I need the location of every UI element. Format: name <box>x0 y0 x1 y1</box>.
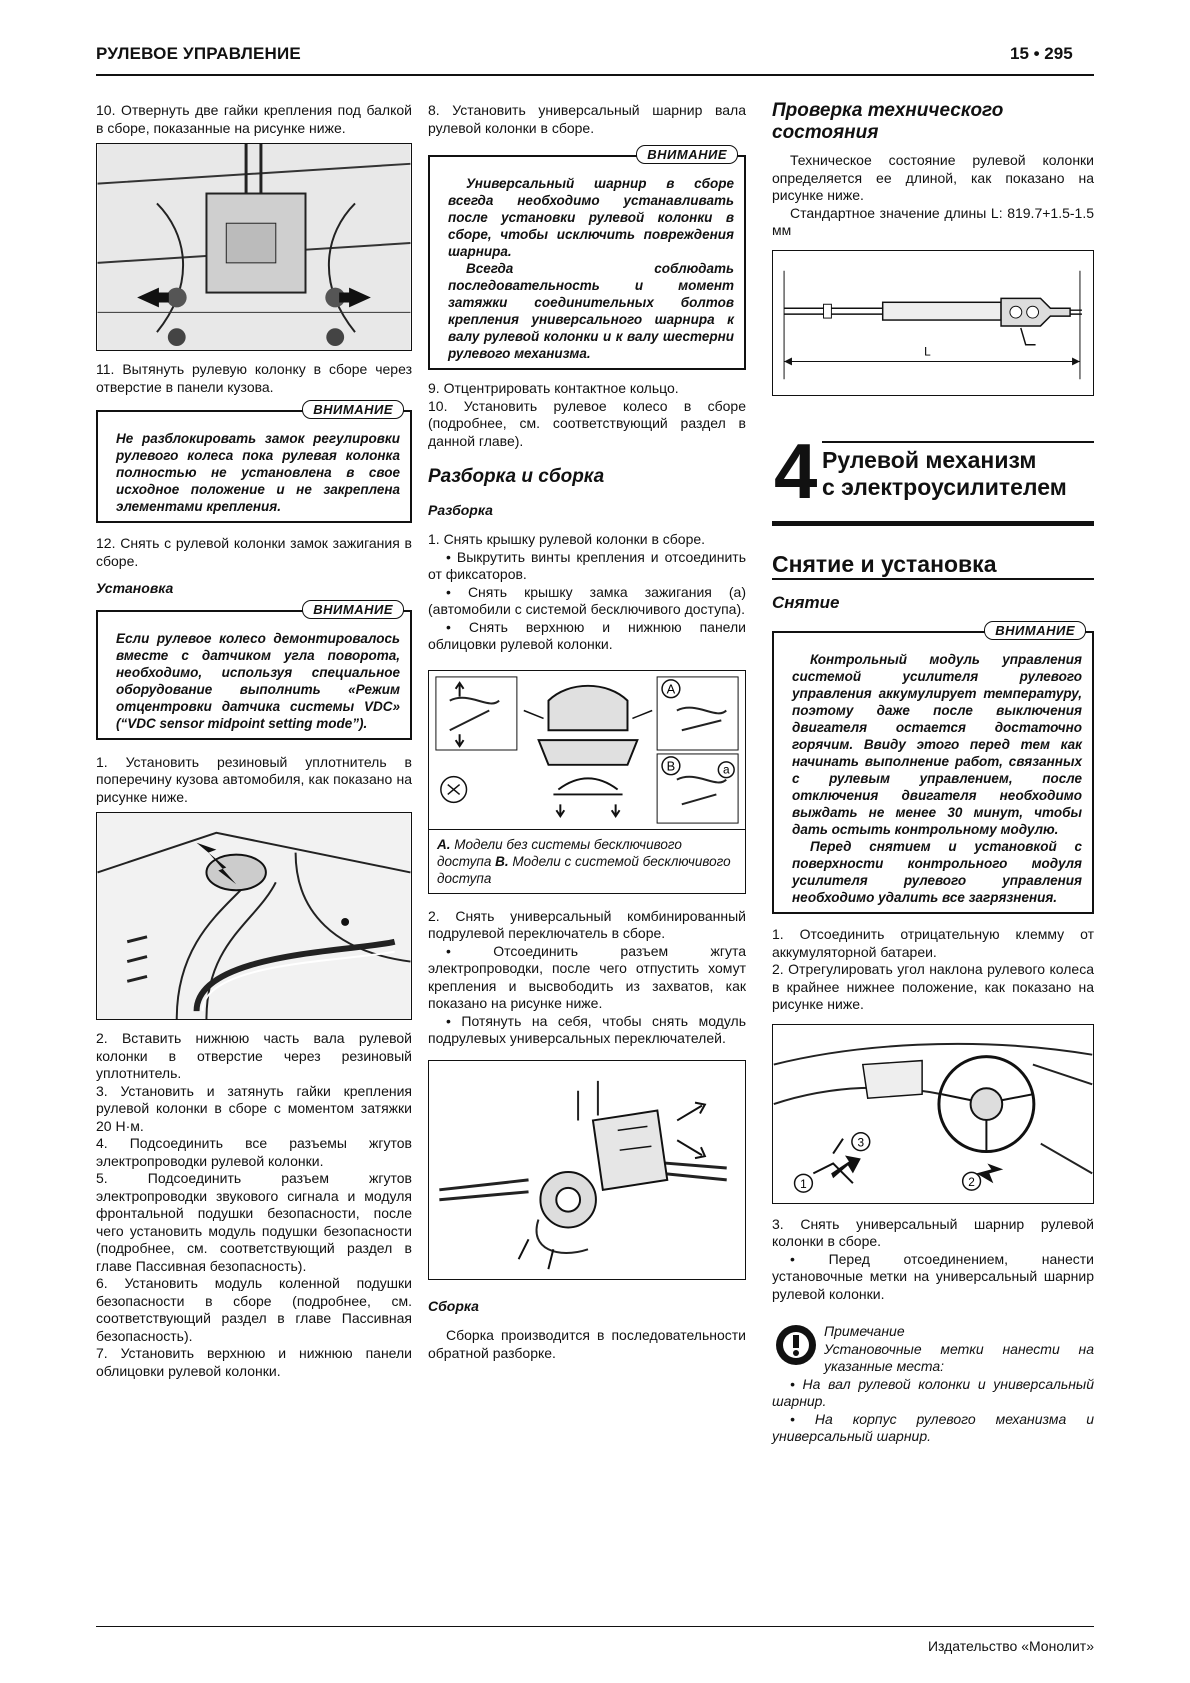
step-11-text: 11. Вытянуть рулевую колонку в сборе через отверстие в панели кузова. <box>96 361 412 395</box>
column-covers-drawing <box>429 671 745 829</box>
figure-combination-switch <box>428 1060 746 1280</box>
page-number: 15 • 295 <box>1010 44 1073 63</box>
disasm-step-1: 1. Снять крышку рулевой колонки в сборе. <box>428 531 706 547</box>
warning-text-b: Всегда соблюдать последовательность и момент затяжки соединительных болтов крепления универсального шарнира к валу рулевой колонки и к валу шестерни рулевого механизма. <box>448 261 734 361</box>
callout-2-label: 2 <box>968 1174 975 1189</box>
footer-rule <box>96 1626 1094 1627</box>
publisher: Издательство «Монолит» <box>927 1638 1094 1654</box>
note-item-b: • На корпус рулевого механизма и универсальный шарнир. <box>772 1410 1094 1444</box>
column-1 <box>96 102 412 1380</box>
warning-box-2 <box>96 601 412 740</box>
caption-label-b: В. <box>495 853 509 869</box>
install-step-6: 6. Установить модуль коленной подушки безопасности в сборе (подробнее, см. соответствующий раздел в главе Пассивная безопасность). <box>96 1275 412 1344</box>
warning-text-a: Контрольный модуль управления системой усилителя рулевого управления аккумулирует температуру, поэтому даже после выключения двигателя остается достаточно горячим. Ввиду этого перед тем как начинать выполнение работ, связанных с рулевым управлением, после отключения двигателя необходимо выждать не менее 30 минут, чтобы дать остыть контрольному модулю. <box>792 652 1082 837</box>
figure-caption <box>428 830 746 894</box>
removal-step-2: 2. Отрегулировать угол наклона рулевого колеса в крайнее нижнее положение, как показано на рисунке ниже. <box>772 961 1094 1012</box>
callout-B-label: B <box>666 758 676 774</box>
warning-tag: ВНИМАНИЕ <box>302 600 404 619</box>
disasm-step-2: 2. Снять универсальный комбинированный подрулевой переключатель в сборе. <box>428 907 746 941</box>
install-step-1: 1. Установить резиновый уплотнитель в поперечину кузова автомобиля, как показано на рисунке ниже. <box>96 753 412 805</box>
removal-step-1: 1. Отсоединить отрицательную клемму от аккумуляторной батареи. <box>772 926 1094 960</box>
rubber-seal-drawing <box>97 813 411 1019</box>
figure-tilt-adjust <box>772 1024 1094 1204</box>
section-heading-removal-install: Снятие и установка <box>772 551 997 577</box>
caption-label-a: А. <box>437 836 451 852</box>
removal-step-3a: • Перед отсоединением, нанести установочные метки на универсальный шарнир рулевой колонки. <box>772 1250 1094 1302</box>
step-9-text: 9. Отцентрировать контактное кольцо. <box>428 380 679 396</box>
disasm-step-1b: • Снять крышку замка зажигания (а) (автомобили с системой бесключивого доступа). <box>428 583 746 617</box>
removal-step-3: 3. Снять универсальный шарнир рулевой колонки в сборе. <box>772 1215 1094 1249</box>
callout-3-label: 3 <box>857 1135 865 1150</box>
warning-text-a: Универсальный шарнир в сборе всегда необходимо устанавливать после установки рулевой колонки в сборе, чтобы исключить повреждения шарнира. <box>448 176 734 259</box>
install-step-7: 7. Установить верхнюю и нижнюю панели облицовки рулевой колонки. <box>96 1345 412 1379</box>
figure-column-length <box>772 250 1094 396</box>
disasm-step-2a: • Отсоединить разъем жгута электропроводки, после чего отпустить хомут крепления и высвободить из захватов, как показано на рисунке ниже. <box>428 942 746 1011</box>
caption-text-a: Модели без системы бесключивого доступа <box>437 836 682 869</box>
chapter-heading <box>772 427 1094 525</box>
arrow-icon <box>677 1102 705 1120</box>
column-3-lower <box>772 551 1094 1446</box>
disasm-step-2b: • Потянуть на себя, чтобы снять модуль подрулевых универсальных переключателей. <box>428 1012 746 1046</box>
note-item-a: • На вал рулевой колонки и универсальный шарнир. <box>772 1375 1094 1409</box>
warning-tag: ВНИМАНИЕ <box>636 145 738 164</box>
callout-A-label: A <box>666 681 676 697</box>
subheading-install: Установка <box>96 580 174 596</box>
warning-tag: ВНИМАНИЕ <box>984 621 1086 640</box>
callout-1-label: 1 <box>800 1176 807 1191</box>
install-step-5: 5. Подсоединить разъем жгутов электропроводки звукового сигнала и модуля фронтальной подушки безопасности, после чего установить модуль подушки безопасности (подробнее, см. соответствующий раздел в главе Пассивная безопасность). <box>96 1170 412 1274</box>
chapter-title-line-1: Рулевой механизм <box>822 447 1037 473</box>
subheading-removal: Снятие <box>772 592 840 612</box>
warning-box-4 <box>772 623 1094 914</box>
header-rule <box>96 74 1094 76</box>
section-heading-inspection: Проверка технического состояния <box>772 100 1004 143</box>
warning-text: Не разблокировать замок регулировки рулевого колеса пока рулевая колонка полностью не установлена в свое исходное положение и не закреплена элементами крепления. <box>116 431 400 514</box>
callout-a-label: a <box>722 762 730 777</box>
column-3 <box>772 100 1094 240</box>
combination-switch-drawing <box>429 1061 745 1279</box>
subheading-disassembly: Разборка <box>428 501 493 518</box>
standard-length-text: Стандартное значение длины L: 819.7+1.5-1.5 мм <box>772 204 1094 238</box>
chapter-number: 4 <box>774 427 818 515</box>
install-step-4: 4. Подсоединить все разъемы жгутов электропроводки рулевой колонки. <box>96 1135 412 1169</box>
disasm-step-1c: • Снять верхнюю и нижнюю панели облицовки рулевой колонки. <box>428 618 746 652</box>
tilt-adjust-drawing <box>773 1025 1093 1203</box>
running-header-section: РУЛЕВОЕ УПРАВЛЕНИЕ <box>96 44 301 63</box>
figure-column-mount-nuts <box>96 143 412 351</box>
inspection-text: Техническое состояние рулевой колонки определяется ее длиной, как показано на рисунке ниже. <box>772 152 1094 203</box>
step-8-text: 8. Установить универсальный шарнир вала рулевой колонки в сборе. <box>428 102 746 136</box>
length-label: L <box>924 344 931 359</box>
disasm-step-1a: • Выкрутить винты крепления и отсоединить от фиксаторов. <box>428 548 746 582</box>
install-step-3: 3. Установить и затянуть гайки крепления рулевой колонки в сборе с моментом затяжки 20 Н·м. <box>96 1082 412 1134</box>
section-heading-disassembly: Разборка и сборка <box>428 466 605 487</box>
subheading-assembly: Сборка <box>428 1297 479 1314</box>
note-block <box>772 1323 1094 1446</box>
note-title: Примечание <box>824 1323 905 1339</box>
warning-box-3 <box>428 147 746 370</box>
figure-rubber-seal <box>96 812 412 1020</box>
figure-column-covers <box>428 670 746 830</box>
step-10-text: 10. Установить рулевое колесо в сборе (подробнее, см. соответствующий раздел в данной главе). <box>428 397 746 449</box>
column-mount-drawing <box>97 144 411 350</box>
note-icon <box>774 1323 818 1367</box>
note-text: Установочные метки нанести на указанные места: <box>824 1340 1094 1374</box>
assembly-text: Сборка производится в последовательности обратной разборке. <box>428 1327 746 1361</box>
install-step-2: 2. Вставить нижнюю часть вала рулевой колонки в отверстие через резиновый уплотнитель. <box>96 1030 412 1081</box>
column-length-drawing <box>773 251 1093 395</box>
column-2 <box>428 102 746 1362</box>
warning-text: Если рулевое колесо демонтировалось вместе с датчиком угла поворота, необходимо, используя специальное оборудование выполнить «Режим отцентровки датчика системы VDC» (“VDC sensor midpoint setting mode”). <box>116 630 400 731</box>
warning-tag: ВНИМАНИЕ <box>302 400 404 419</box>
warning-text-b: Перед снятием и установкой с поверхности контрольного модуля усилителя рулевого управления необходимо удалить все загрязнения. <box>792 839 1082 905</box>
step-12-text: 12. Снять с рулевой колонки замок зажигания в сборе. <box>96 535 412 569</box>
chapter-title-line-2: с электроусилителем <box>822 474 1067 500</box>
step-10-text: 10. Отвернуть две гайки крепления под балкой в сборе, показанные на рисунке ниже. <box>96 102 412 136</box>
chapter-title <box>822 447 1067 501</box>
caption-text-b: Модели с системой бесключивого доступа <box>437 853 731 886</box>
warning-box-1 <box>96 402 412 523</box>
